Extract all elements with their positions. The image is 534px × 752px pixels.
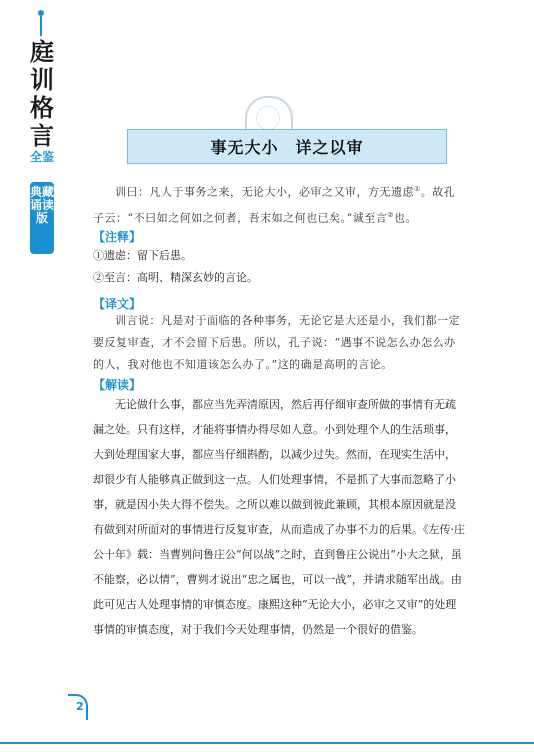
note-item: ①遗虑：留下后患。 xyxy=(93,249,192,262)
original-text-c: 也。 xyxy=(394,211,418,225)
commentary-text xyxy=(93,392,465,642)
translation-paragraph: 训言说：凡是对于面临的各种事务，无论它是大还是小，我们都一定要反复审查，才不会留下后患。所以，孔子说：“遇事不说怎么办怎么办的人，我对他也不知道该怎么办了。”这的确是高明的言论。 xyxy=(93,314,460,371)
translation-label: 【译文】 xyxy=(93,297,142,311)
note-2-marker: ② xyxy=(387,210,395,219)
commentary-label: 【解读】 xyxy=(93,378,142,392)
commentary-paragraph: 无论做什么事，都应当先弄清原因，然后再仔细审查所做的事情有无疏漏之处。只有这样，才能将事情办得尽如人意。小到处理个人的生活琐事，大到处理国家大事，都应当仔细斟酌，以减少过失。然而，在现实生活中，却很少有人能够真正做到这一点。人们处理事情，不是抓了大事而忽略了小事，就是因小失大得不偿失。之所以难以做到彼此兼顾，其根本原因就是没有做到对所面对的事情进行反复审查，从而造成了办事不力的后果。《左传·庄公十年》载：当曹刿问鲁庄公“何以战”之时，直到鲁庄公说出“小大之狱，虽不能察，必以情”，曹刿才说出“忠之属也，可以一战”，并请求随军出战。由此可见古人处理事情的审慎态度。康熙这种“无论大小，必审之又审”的处理事情的审慎态度，对于我们今天处理事情，仍然是一个很好的借鉴。 xyxy=(93,398,465,636)
spine-line xyxy=(40,16,42,36)
book-subtitle: 全鉴 xyxy=(29,150,54,164)
section-heading: 事无大小 详之以审 xyxy=(127,129,447,164)
edition-label: 典藏诵读版 xyxy=(30,185,55,225)
page-number: 2 xyxy=(76,700,84,713)
original-text-b: 。故孔子云：“不曰如之何如之何者，吾末如之何也已矣。”诚至言 xyxy=(93,185,456,225)
book-title: 庭训格言 xyxy=(30,37,54,150)
seal-ornament-inner xyxy=(256,106,280,130)
original-text xyxy=(93,178,465,229)
notes-list xyxy=(93,245,465,289)
note-1-marker: ① xyxy=(414,185,421,193)
notes-label: 【注释】 xyxy=(93,230,142,244)
note-item: ②至言：高明、精深玄妙的言论。 xyxy=(93,271,258,284)
original-text-a: 训曰：凡人于事务之来，无论大小，必审之又审，方无遗虑 xyxy=(115,185,414,199)
translation-text xyxy=(93,310,465,376)
bottom-rule xyxy=(0,742,534,744)
